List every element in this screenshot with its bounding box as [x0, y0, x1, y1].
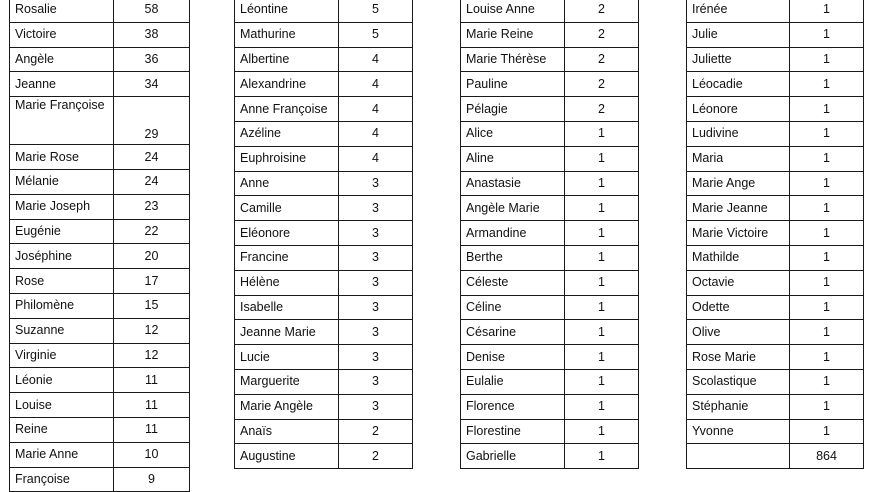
first-name-cell: Marie Angèle: [235, 394, 339, 419]
table-row: [235, 97, 413, 122]
table-row: [461, 419, 639, 444]
first-name-cell: Virginie: [10, 343, 114, 368]
first-name-cell: Euphroisine: [235, 146, 339, 171]
table-row: [687, 295, 864, 320]
table-row: [461, 0, 639, 22]
table-row: [687, 221, 864, 246]
table-row: [461, 221, 639, 246]
first-name-cell: Victoire: [10, 22, 114, 47]
first-name-cell: Marguerite: [235, 369, 339, 394]
table-row: [10, 343, 190, 368]
first-name-cell: Lucie: [235, 345, 339, 370]
count-cell: 3: [339, 345, 413, 370]
count-cell: 3: [339, 295, 413, 320]
first-name-cell: Rosalie: [10, 0, 114, 22]
count-cell: 4: [339, 97, 413, 122]
names-table-col-1: [9, 0, 190, 492]
count-cell: 4: [339, 72, 413, 97]
table-row: [235, 369, 413, 394]
table-row: [235, 419, 413, 444]
count-cell: 2: [565, 97, 639, 122]
first-name-cell: Céline: [461, 295, 565, 320]
count-cell: 1: [790, 196, 864, 221]
count-cell: 11: [114, 417, 190, 442]
count-cell: 3: [339, 320, 413, 345]
names-table-col-4: [686, 0, 864, 469]
count-cell: 1: [790, 270, 864, 295]
count-cell: 1: [565, 345, 639, 370]
first-name-cell: Pélagie: [461, 97, 565, 122]
table-row: [687, 121, 864, 146]
names-table-col-2: [234, 0, 413, 469]
count-cell: 1: [790, 245, 864, 270]
table-row: [10, 318, 190, 343]
first-name-cell: Eugénie: [10, 219, 114, 244]
count-cell: 1: [565, 270, 639, 295]
first-name-cell: Yvonne: [687, 419, 790, 444]
table-row: [461, 196, 639, 221]
table-row: [10, 169, 190, 194]
table-row: [687, 97, 864, 122]
table-row: [10, 22, 190, 47]
table-row: [10, 97, 190, 145]
count-cell: 29: [114, 97, 190, 145]
first-name-cell: Marie Anne: [10, 442, 114, 467]
count-cell: 23: [114, 194, 190, 219]
table-row: [10, 467, 190, 492]
table-row: [687, 196, 864, 221]
count-cell: 1: [790, 22, 864, 47]
first-name-cell: Louise Anne: [461, 0, 565, 22]
count-cell: 3: [339, 394, 413, 419]
first-name-cell: Ludivine: [687, 121, 790, 146]
count-cell: 1: [790, 295, 864, 320]
count-cell: 1: [565, 295, 639, 320]
table-row: [235, 0, 413, 22]
count-cell: 3: [339, 369, 413, 394]
count-cell: 2: [565, 72, 639, 97]
count-cell: 2: [339, 419, 413, 444]
count-cell: 1: [790, 97, 864, 122]
count-cell: 9: [114, 467, 190, 492]
count-cell: 3: [339, 270, 413, 295]
table-row: [461, 394, 639, 419]
count-cell: 1: [790, 369, 864, 394]
table-row: [461, 146, 639, 171]
names-table-body: [10, 0, 190, 492]
names-table-body: [235, 0, 413, 469]
first-name-cell: Albertine: [235, 47, 339, 72]
first-name-cell: Azéline: [235, 121, 339, 146]
count-cell: 22: [114, 219, 190, 244]
count-cell: 1: [790, 47, 864, 72]
first-name-cell: Léocadie: [687, 72, 790, 97]
first-name-cell: Rose: [10, 269, 114, 294]
first-name-cell: Julie: [687, 22, 790, 47]
table-row: [10, 194, 190, 219]
count-cell: 12: [114, 318, 190, 343]
first-name-cell: Louise: [10, 393, 114, 418]
table-row: [235, 394, 413, 419]
table-row: [10, 269, 190, 294]
first-name-cell: Joséphine: [10, 244, 114, 269]
table-row: [687, 0, 864, 22]
count-cell: 4: [339, 47, 413, 72]
first-name-cell: Léontine: [235, 0, 339, 22]
first-name-cell: Marie Thérèse: [461, 47, 565, 72]
first-name-cell: Gabrielle: [461, 444, 565, 469]
first-name-cell: Pauline: [461, 72, 565, 97]
count-cell: 5: [339, 0, 413, 22]
count-cell: 1: [790, 72, 864, 97]
first-name-cell: Mathilde: [687, 245, 790, 270]
count-cell: 58: [114, 0, 190, 22]
count-cell: 3: [339, 221, 413, 246]
first-name-cell: Maria: [687, 146, 790, 171]
first-name-cell: Césarine: [461, 320, 565, 345]
table-row: [235, 22, 413, 47]
table-row: [235, 146, 413, 171]
table-row: [235, 171, 413, 196]
table-row: [10, 293, 190, 318]
first-name-cell: Marie Ange: [687, 171, 790, 196]
first-name-cell: Françoise: [10, 467, 114, 492]
count-cell: 1: [565, 394, 639, 419]
table-row: [687, 320, 864, 345]
first-name-cell: Anastasie: [461, 171, 565, 196]
first-name-cell: Florence: [461, 394, 565, 419]
table-row: [235, 221, 413, 246]
first-name-cell: Anaïs: [235, 419, 339, 444]
table-row: [10, 244, 190, 269]
count-cell: 1: [790, 0, 864, 22]
count-cell: 24: [114, 169, 190, 194]
table-row: [235, 72, 413, 97]
first-name-cell: Jeanne Marie: [235, 320, 339, 345]
first-name-cell: Berthe: [461, 245, 565, 270]
first-name-cell: Eulalie: [461, 369, 565, 394]
first-name-cell: Aline: [461, 146, 565, 171]
count-cell: 1: [565, 320, 639, 345]
count-cell: 1: [790, 221, 864, 246]
count-cell: 11: [114, 368, 190, 393]
table-row: [461, 72, 639, 97]
first-name-cell: Marie Victoire: [687, 221, 790, 246]
first-name-cell: Mathurine: [235, 22, 339, 47]
first-name-cell: Juliette: [687, 47, 790, 72]
count-cell: 2: [565, 22, 639, 47]
table-row: [687, 270, 864, 295]
first-name-cell: Suzanne: [10, 318, 114, 343]
count-cell: 1: [565, 171, 639, 196]
first-name-cell: Rose Marie: [687, 345, 790, 370]
count-cell: 5: [339, 22, 413, 47]
first-name-cell: Alice: [461, 121, 565, 146]
table-row: [235, 270, 413, 295]
table-row: [461, 270, 639, 295]
first-name-cell: Denise: [461, 345, 565, 370]
first-name-cell: Philomène: [10, 293, 114, 318]
names-table-body: [687, 0, 864, 469]
count-cell: 2: [565, 0, 639, 22]
first-name-cell: Mélanie: [10, 169, 114, 194]
table-row: [10, 442, 190, 467]
names-table-body: [461, 0, 639, 469]
table-row: [461, 295, 639, 320]
count-cell: 1: [565, 146, 639, 171]
count-cell: 12: [114, 343, 190, 368]
table-row: [461, 97, 639, 122]
first-name-cell: Angèle: [10, 47, 114, 72]
names-table-col-3: [460, 0, 639, 469]
table-row: [461, 345, 639, 370]
first-name-cell: Odette: [687, 295, 790, 320]
count-cell: 1: [790, 121, 864, 146]
table-row: [10, 145, 190, 170]
count-cell: 2: [339, 444, 413, 469]
first-name-cell: Léonie: [10, 368, 114, 393]
count-cell: 1: [565, 121, 639, 146]
count-cell: 4: [339, 121, 413, 146]
table-row: [461, 171, 639, 196]
count-cell: 15: [114, 293, 190, 318]
table-row: [687, 419, 864, 444]
first-name-cell: Jeanne: [10, 72, 114, 97]
first-name-cell: Octavie: [687, 270, 790, 295]
table-row: [10, 219, 190, 244]
count-cell: 1: [565, 444, 639, 469]
count-cell: 1: [565, 221, 639, 246]
table-row: [235, 444, 413, 469]
count-cell: 4: [339, 146, 413, 171]
table-row: [461, 121, 639, 146]
count-cell: 1: [790, 171, 864, 196]
count-cell: 1: [790, 146, 864, 171]
count-cell: 1: [790, 345, 864, 370]
total-row: [687, 444, 864, 469]
table-row: [235, 295, 413, 320]
count-cell: 10: [114, 442, 190, 467]
first-name-cell: Céleste: [461, 270, 565, 295]
first-name-cell: Stéphanie: [687, 394, 790, 419]
count-cell: 3: [339, 171, 413, 196]
table-row: [687, 146, 864, 171]
first-name-cell: Irénée: [687, 0, 790, 22]
count-cell: 11: [114, 393, 190, 418]
table-row: [687, 72, 864, 97]
count-cell: 24: [114, 145, 190, 170]
count-cell: 1: [565, 196, 639, 221]
count-cell: 1: [790, 320, 864, 345]
table-row: [10, 0, 190, 22]
table-row: [10, 417, 190, 442]
first-name-cell: Augustine: [235, 444, 339, 469]
table-row: [687, 171, 864, 196]
first-name-cell: Marie Rose: [10, 145, 114, 170]
first-name-cell: Marie Reine: [461, 22, 565, 47]
count-cell: 1: [790, 394, 864, 419]
first-name-cell: Anne Françoise: [235, 97, 339, 122]
count-cell: 17: [114, 269, 190, 294]
table-row: [461, 444, 639, 469]
first-name-cell: Marie Joseph: [10, 194, 114, 219]
table-row: [461, 245, 639, 270]
count-cell: 36: [114, 47, 190, 72]
first-name-cell: Camille: [235, 196, 339, 221]
table-row: [461, 22, 639, 47]
first-name-cell: Francine: [235, 245, 339, 270]
table-row: [461, 369, 639, 394]
table-row: [687, 369, 864, 394]
table-row: [10, 72, 190, 97]
table-row: [235, 196, 413, 221]
first-name-cell: Marie Jeanne: [687, 196, 790, 221]
table-row: [687, 47, 864, 72]
count-cell: 1: [565, 419, 639, 444]
table-row: [687, 394, 864, 419]
first-name-cell: Armandine: [461, 221, 565, 246]
count-cell: 1: [565, 369, 639, 394]
table-row: [687, 22, 864, 47]
first-name-cell: Hélène: [235, 270, 339, 295]
first-name-cell: Scolastique: [687, 369, 790, 394]
first-name-cell: Marie Françoise: [10, 97, 114, 145]
count-cell: 1: [790, 419, 864, 444]
first-name-cell: Olive: [687, 320, 790, 345]
table-row: [461, 47, 639, 72]
total-label-cell: [687, 444, 790, 469]
count-cell: 3: [339, 196, 413, 221]
table-row: [461, 320, 639, 345]
count-cell: 2: [565, 47, 639, 72]
table-row: [235, 47, 413, 72]
table-row: [235, 320, 413, 345]
count-cell: 38: [114, 22, 190, 47]
first-name-cell: Angèle Marie: [461, 196, 565, 221]
count-cell: 3: [339, 245, 413, 270]
total-count-cell: 864: [790, 444, 864, 469]
first-name-cell: Florestine: [461, 419, 565, 444]
first-name-cell: Anne: [235, 171, 339, 196]
first-name-cell: Léonore: [687, 97, 790, 122]
count-cell: 1: [565, 245, 639, 270]
first-name-cell: Eléonore: [235, 221, 339, 246]
table-row: [10, 368, 190, 393]
count-cell: 34: [114, 72, 190, 97]
count-cell: 20: [114, 244, 190, 269]
table-row: [687, 345, 864, 370]
table-row: [235, 121, 413, 146]
table-row: [10, 47, 190, 72]
table-row: [10, 393, 190, 418]
table-row: [687, 245, 864, 270]
first-name-cell: Isabelle: [235, 295, 339, 320]
first-name-cell: Alexandrine: [235, 72, 339, 97]
table-row: [235, 245, 413, 270]
first-name-cell: Reine: [10, 417, 114, 442]
table-row: [235, 345, 413, 370]
